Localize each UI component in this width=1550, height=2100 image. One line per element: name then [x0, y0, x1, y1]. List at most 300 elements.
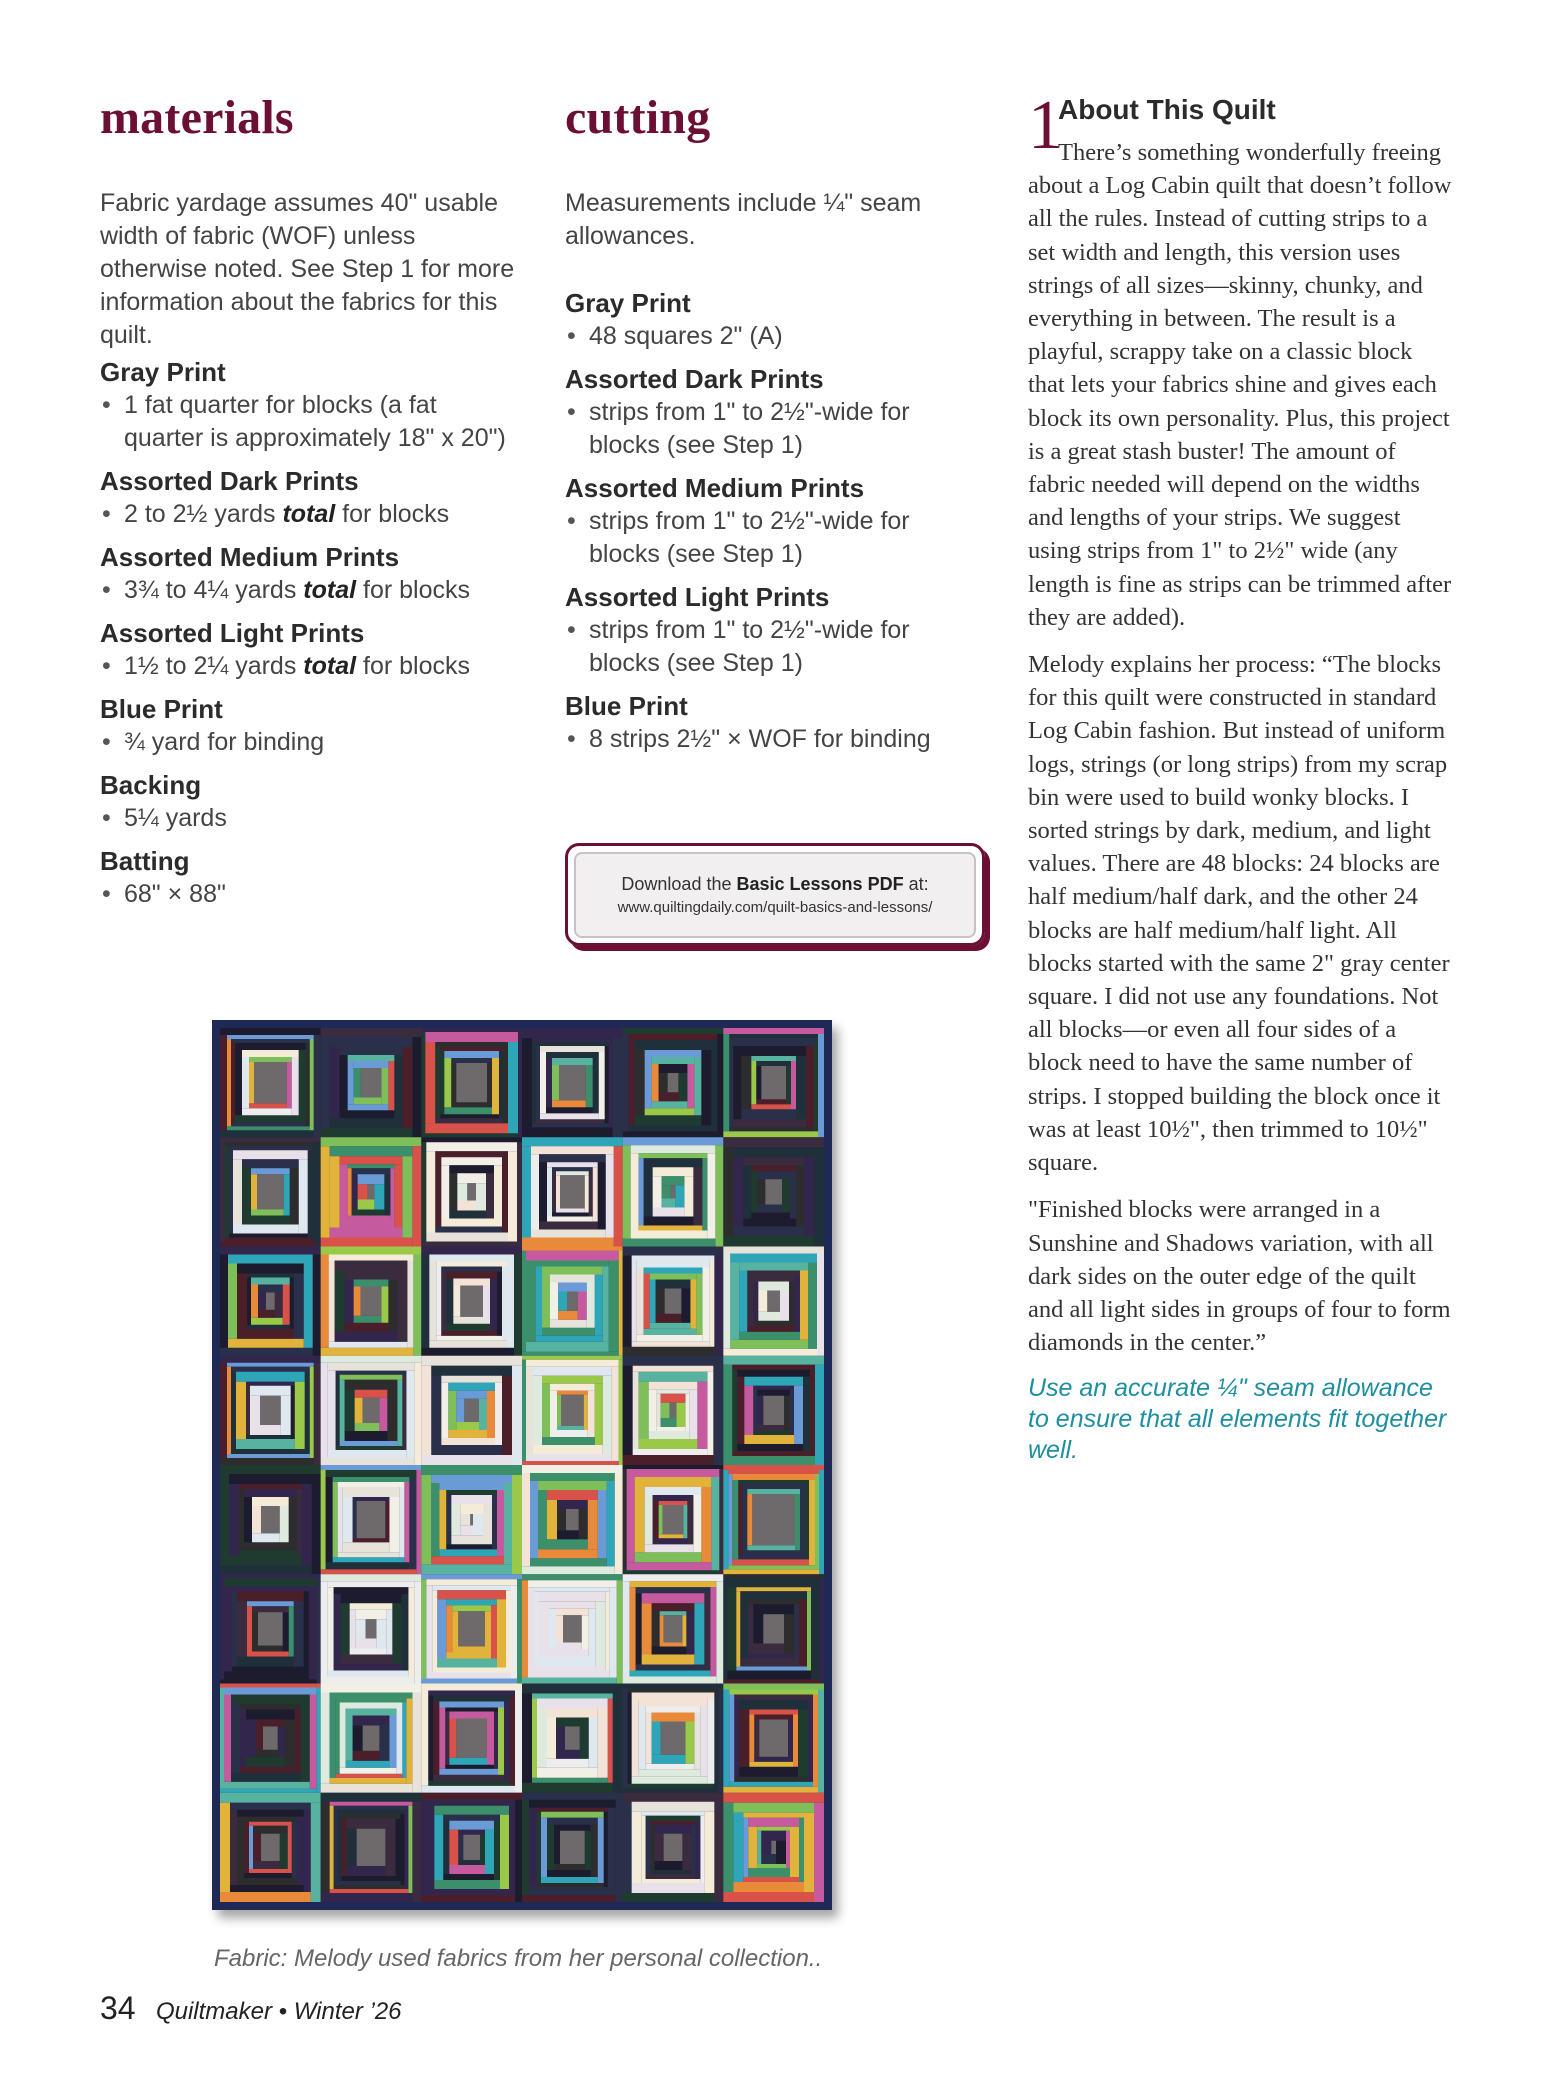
quilt-patch: [550, 1430, 588, 1437]
quilt-patch: [742, 1550, 800, 1555]
quilt-patch: [231, 1039, 310, 1043]
quilt-patch: [798, 1710, 808, 1777]
quilt-patch: [446, 1490, 497, 1495]
quilt-patch: [542, 1275, 550, 1328]
quilt-patch: [235, 1050, 242, 1115]
download-prefix: Download the: [621, 873, 732, 894]
quilt-patch: [444, 1051, 499, 1058]
quilt-patch: [522, 1137, 623, 1146]
quilt-patch: [514, 1255, 522, 1356]
quilt-patch: [458, 1835, 463, 1860]
quilt-patch: [252, 1506, 261, 1533]
quilt-patch: [729, 1127, 814, 1131]
quilt-patch: [260, 1396, 281, 1425]
quilt-patch: [547, 1162, 598, 1167]
quilt-patch: [557, 1395, 561, 1426]
quilt-patch: [333, 1557, 405, 1562]
quilt-patch: [786, 1066, 791, 1104]
quilt-patch: [236, 1382, 246, 1439]
quilt-patch: [743, 1157, 804, 1165]
quilt-patch: [487, 1719, 494, 1765]
quilt-patch: [627, 1469, 720, 1477]
quilt-patch: [389, 1716, 396, 1768]
download-callout: [565, 843, 985, 946]
quilt-patch: [336, 1699, 407, 1703]
quilt-patch: [723, 1147, 733, 1236]
quilt-patch: [342, 1819, 347, 1876]
quilt-patch: [623, 1145, 631, 1238]
cutting-group-dark: [565, 363, 985, 462]
quilt-patch: [444, 1058, 451, 1107]
quilt-patch: [554, 1831, 560, 1864]
quilt-patch: [552, 1065, 559, 1100]
quilt-patch: [280, 1506, 289, 1542]
quilt-patch: [623, 1366, 633, 1455]
about-paragraph: There’s something wonderfully freeing about a Log Cabin quilt that doesn’t follow all the rules. Instead of cutting strips to a set width and length, this version uses strings of all sizes—skinny, chunky, and everything in between. The result is a playful, scrappy take on a classic block that lets your fabrics shine and gives each block its own personality. Plus, this project is a great stash buster! The amount of fabric needed will depend on the widths and lengths of your strips. We suggest using strips from 1" to 2½" wide (any length is fine as strips can be trimmed after they are added).: [1028, 139, 1452, 631]
quilt-patch: [733, 1119, 806, 1127]
quilt-patch: [644, 1268, 703, 1274]
quilt-patch: [426, 1151, 435, 1232]
quilt-patch: [250, 1396, 260, 1425]
quilt-patch: [321, 1470, 326, 1569]
quilt-patch: [342, 1814, 401, 1819]
quilt-patch: [623, 1028, 724, 1034]
cutting-column: [565, 90, 985, 766]
quilt-patch: [358, 1184, 368, 1199]
quilt-patch: [336, 1375, 340, 1446]
quilt-patch: [348, 1104, 389, 1110]
cutting-intro: Measurements include ¼" seam allowances.: [565, 189, 922, 250]
quilt-patch: [258, 1293, 266, 1310]
quilt-patch: [623, 1802, 632, 1893]
quilt-patch: [753, 1277, 794, 1282]
quilt-patch: [723, 1456, 815, 1465]
quilt-patch: [220, 1574, 321, 1578]
quilt-patch: [623, 1465, 724, 1469]
cutting-group-light: [565, 581, 985, 680]
quilt-patch: [644, 1167, 653, 1216]
quilt-patch: [441, 1272, 446, 1331]
quilt-patch: [435, 1118, 503, 1123]
quilt-patch: [702, 1158, 707, 1230]
quilt-patch: [617, 1580, 623, 1683]
quilt-patch: [237, 1601, 247, 1656]
quilt-patch: [439, 1769, 498, 1775]
quilt-patch: [741, 1109, 796, 1119]
quilt-patch: [723, 1470, 728, 1569]
quilt-patch: [254, 1062, 287, 1103]
quilt-patch: [547, 1539, 588, 1549]
quilt-patch: [522, 1793, 623, 1800]
quilt-patch: [231, 1704, 240, 1773]
quilt-patch: [539, 1162, 547, 1221]
quilt-patch: [321, 1255, 329, 1348]
quilt-patch: [606, 1154, 614, 1237]
quilt-patch: [239, 1489, 244, 1550]
quilt-patch: [439, 1702, 504, 1708]
quilt-patch: [614, 1146, 623, 1246]
quilt-patch: [440, 1051, 444, 1114]
quilt-patch: [494, 1821, 500, 1880]
quilt-patch: [341, 1655, 393, 1664]
group-title: Assorted Light Prints: [565, 582, 830, 612]
quilt-patch: [661, 1418, 677, 1427]
quilt-patch: [476, 1183, 486, 1210]
quilt-patch: [561, 1395, 584, 1426]
quilt-patch: [408, 1587, 414, 1676]
quilt-patch: [794, 1386, 803, 1444]
quilt-patch: [635, 1477, 712, 1487]
quilt-patch: [729, 1695, 734, 1782]
quilt-patch: [348, 1061, 354, 1104]
quilt-patch: [352, 1174, 358, 1209]
quilt-patch: [297, 1817, 304, 1885]
quilt-patch: [387, 1390, 397, 1441]
quilt-patch: [730, 1340, 808, 1349]
quilt-patch: [546, 1058, 552, 1107]
quilt-patch: [247, 1601, 294, 1606]
quilt-patch: [225, 1238, 312, 1242]
quilt-patch: [632, 1693, 715, 1700]
quilt-patch: [650, 1323, 691, 1329]
quilt-patch: [757, 1425, 784, 1431]
quilt-patch: [239, 1550, 297, 1555]
quilt-patch: [256, 1727, 263, 1750]
quilt-patch: [656, 1280, 691, 1289]
quilt-patch: [230, 1803, 311, 1810]
quilt-patch: [757, 1171, 790, 1179]
quilt-patch: [646, 1764, 695, 1770]
quilt-patch: [492, 1495, 497, 1549]
quilt-patch: [224, 1672, 309, 1680]
quilt-patch: [404, 1482, 409, 1562]
download-pdf-name: Basic Lessons PDF: [736, 873, 904, 894]
quilt-patch: [815, 1365, 824, 1465]
quilt-patch: [229, 1555, 302, 1565]
quilt-patch: [399, 1487, 404, 1557]
quilt-patch: [328, 1671, 409, 1677]
quilt-patch: [460, 1286, 483, 1317]
quilt-patch: [335, 1271, 345, 1332]
quilt-patch: [517, 1142, 522, 1246]
emphasis: total: [303, 652, 357, 680]
quilt-patch: [429, 1341, 507, 1348]
quilt-patch: [522, 1352, 619, 1356]
quilt-patch: [653, 1176, 662, 1207]
quilt-patch: [502, 1157, 508, 1232]
quilt-patch: [257, 1174, 284, 1209]
quilt-patch: [480, 1835, 485, 1865]
quilt-patch: [379, 1398, 387, 1431]
quilt-patch: [522, 1238, 614, 1247]
quilt-patch: [297, 1489, 302, 1555]
about-title: About This Quilt: [1058, 94, 1276, 125]
quilt-patch: [763, 1614, 784, 1643]
quilt-patch: [237, 1657, 294, 1667]
quilt-patch: [662, 1176, 685, 1185]
quilt-patch: [632, 1777, 708, 1784]
quilt-patch: [552, 1167, 593, 1171]
quilt-patch: [537, 1699, 608, 1709]
quilt-patch: [389, 1497, 399, 1552]
quilt-patch: [559, 1065, 586, 1100]
quilt-patch: [714, 1256, 723, 1356]
quilt-patch: [753, 1431, 790, 1435]
quilt-patch: [784, 1614, 794, 1653]
quilt-patch: [328, 1587, 334, 1670]
quilt-patch: [530, 1473, 615, 1481]
quilt-patch: [657, 1427, 686, 1431]
quilt-patch: [312, 1146, 316, 1241]
step-number: 1: [1028, 87, 1063, 164]
quilt-patch: [341, 1603, 350, 1654]
quilt-patch: [440, 1047, 503, 1051]
emphasis: total: [282, 500, 336, 528]
quilt-patch: [334, 1594, 341, 1663]
quilt-patch: [623, 1131, 718, 1137]
quilt-patch: [345, 1380, 398, 1390]
quilt-patch: [421, 1137, 522, 1142]
quilt-patch: [728, 1474, 732, 1565]
quilt-patch: [253, 1834, 261, 1861]
quilt-patch: [431, 1556, 504, 1564]
quilt-patch: [646, 1713, 652, 1764]
quilt-patch: [652, 1101, 688, 1108]
quilt-patch: [220, 1892, 311, 1902]
quilt-patch: [445, 1765, 494, 1769]
quilt-patch: [220, 1035, 227, 1130]
quilt-patch: [400, 1814, 404, 1885]
quilt-patch: [723, 1365, 732, 1456]
quilt-patch: [671, 1185, 676, 1198]
quilt-patch: [321, 1802, 330, 1893]
quilt-patch: [330, 1118, 403, 1128]
quilt-patch: [340, 1703, 403, 1709]
quilt-patch: [535, 1591, 539, 1666]
quilt-patch: [526, 1251, 619, 1261]
quilt-patch: [421, 1028, 522, 1032]
quilt-patch: [353, 1538, 386, 1542]
quilt-patch: [256, 1720, 285, 1727]
quilt-patch: [582, 1615, 589, 1649]
quilt-patch: [522, 1895, 616, 1902]
quilt-patch: [508, 1042, 518, 1133]
materials-intro: Fabric yardage assumes 40" usable width of fabric (WOF) unless otherwise noted. See Step 1 for more information about the fabrics for this quilt.: [100, 189, 515, 349]
quilt-patch: [335, 1261, 408, 1271]
quilt-patch: [714, 1693, 718, 1788]
quilt-patch: [237, 1591, 304, 1601]
quilt-patch: [280, 1834, 288, 1869]
quilt-patch: [321, 1693, 330, 1784]
quilt-patch: [251, 1210, 284, 1216]
quilt-patch: [542, 1328, 595, 1336]
quilt-patch: [639, 1226, 703, 1231]
quilt-patch: [522, 1038, 532, 1127]
quilt-patch: [732, 1370, 737, 1451]
quilt-patch: [738, 1555, 805, 1559]
quilt-patch: [240, 1704, 301, 1710]
quilt-patch: [687, 1501, 693, 1544]
quilt-patch: [694, 1603, 704, 1664]
quilt-patch: [723, 1684, 824, 1690]
quilt-patch: [540, 1046, 605, 1052]
quilt-patch: [491, 1605, 497, 1658]
quilt-patch: [231, 1043, 235, 1122]
quilt-patch: [381, 1287, 388, 1323]
quilt-patch: [723, 1787, 818, 1793]
quilt-patch: [813, 1695, 818, 1787]
quilt-patch: [587, 1283, 595, 1328]
quilt-patch: [390, 1168, 394, 1219]
quilt-patch: [748, 1599, 799, 1604]
quilt-patch: [321, 1569, 417, 1574]
quilt-patch: [723, 1137, 824, 1147]
magazine-credit: Quiltmaker • Winter ’26: [155, 1998, 402, 2025]
quilt-patch: [704, 1812, 714, 1893]
quilt-patch: [233, 1225, 299, 1234]
quilt-patch: [734, 1700, 739, 1777]
quilt-patch: [560, 1175, 585, 1208]
quilt-patch: [753, 1282, 758, 1321]
quilt-patch: [522, 1684, 623, 1694]
quilt-patch: [676, 1403, 685, 1427]
quilt-patch: [451, 1102, 487, 1107]
quilt-patch: [460, 1514, 470, 1525]
quilt-patch: [645, 1544, 694, 1552]
quilt-patch: [751, 1061, 756, 1104]
quilt-patch: [502, 1267, 507, 1341]
quilt-patch: [498, 1708, 504, 1775]
quilt-patch: [470, 1514, 473, 1525]
quilt-patch: [632, 1802, 715, 1812]
quilt-patch: [747, 1277, 753, 1326]
quilt-patch: [586, 1065, 593, 1107]
group-title: Blue Print: [565, 691, 688, 721]
quilt-patch: [446, 1324, 490, 1331]
quilt-patch: [294, 1274, 304, 1339]
quilt-patch: [258, 1310, 275, 1318]
quilt-patch: [355, 1423, 380, 1431]
quilt-patch: [747, 1489, 800, 1494]
quilt-patch: [751, 1213, 790, 1219]
quilt-patch: [346, 1761, 390, 1768]
quilt-patch: [321, 1356, 422, 1363]
quilt-patch: [736, 1591, 740, 1666]
quilt-patch: [421, 1032, 425, 1133]
quilt-patch: [334, 1810, 338, 1885]
quilt-patch: [736, 1587, 811, 1591]
quilt-patch: [522, 1580, 528, 1677]
quilt-patch: [550, 1391, 557, 1430]
quilt-patch: [653, 1167, 694, 1176]
quilt-patch: [540, 1052, 546, 1113]
quilt-patch: [652, 1713, 695, 1722]
quilt-patch: [528, 1580, 617, 1587]
quilt-patch: [247, 1278, 251, 1325]
quilt-patch: [734, 1695, 813, 1700]
quilt-patch: [663, 1505, 684, 1534]
quilt-patch: [657, 1390, 690, 1394]
quilt-patch: [757, 1205, 782, 1213]
quilt-patch: [232, 1591, 237, 1666]
quilt-patch: [395, 1819, 400, 1881]
quilt-patch: [748, 1868, 790, 1877]
quilt-patch: [421, 1895, 515, 1902]
quilt-patch: [522, 1574, 623, 1580]
quilt-patch: [607, 1481, 615, 1566]
quilt-patch: [220, 1680, 317, 1684]
quilt-patch: [687, 1064, 694, 1108]
quilt-patch: [220, 1028, 321, 1035]
quilt-patch: [723, 1028, 824, 1034]
quilt-patch: [657, 1394, 661, 1427]
quilt-patch: [753, 1386, 794, 1390]
quilt-patch: [727, 1587, 736, 1670]
quilt-patch: [283, 1285, 290, 1325]
quilt-patch: [526, 1360, 619, 1367]
quilt-patch: [426, 1233, 508, 1242]
quilt-patch: [330, 1228, 403, 1238]
quilt-patch: [814, 1038, 818, 1131]
quilt-patch: [458, 1830, 485, 1835]
quilt-patch: [426, 1142, 517, 1151]
quilt-patch: [598, 1818, 604, 1883]
quilt-patch: [240, 1710, 246, 1767]
quilt-patch: [220, 1465, 321, 1474]
quilt-patch: [729, 1690, 818, 1695]
quilt-patch: [502, 1376, 512, 1455]
quilt-patch: [330, 1778, 407, 1784]
quilt-patch: [512, 1475, 522, 1574]
quilt-patch: [421, 1242, 517, 1247]
quilt-patch: [467, 1183, 476, 1200]
quilt-patch: [340, 1709, 346, 1768]
quilt-patch: [522, 1678, 617, 1684]
quilt-patch: [434, 1806, 509, 1815]
quilt-patch: [723, 1254, 730, 1349]
quilt-patch: [473, 1514, 483, 1535]
page-footer: [100, 1990, 402, 2027]
quilt-patch: [289, 1606, 294, 1656]
quilt-patch: [330, 1806, 334, 1889]
quilt-patch: [685, 1722, 694, 1764]
quilt-patch: [350, 1603, 393, 1609]
quilt-patch: [346, 1716, 353, 1761]
quilt-patch: [302, 1484, 312, 1565]
quilt-patch: [428, 1806, 434, 1889]
quilt-patch: [685, 1394, 689, 1431]
cutting-group-medium: [565, 472, 985, 571]
quilt-patch: [358, 1200, 375, 1210]
quilt-patch: [227, 1126, 310, 1130]
quilt-patch: [723, 1237, 814, 1247]
quilt-patch: [546, 1052, 599, 1058]
quilt-patch: [246, 1435, 291, 1439]
quilt-patch: [642, 1593, 705, 1603]
quilt-patch: [591, 1825, 598, 1877]
quilt-patch: [686, 1611, 694, 1654]
quilt-patch: [483, 1286, 490, 1324]
quilt-patch: [631, 1231, 708, 1239]
download-url-link[interactable]: www.quiltingdaily.com/quilt-basics-and-lessons/: [617, 898, 933, 916]
quilt-patch: [244, 1822, 249, 1873]
quilt-patch: [661, 1722, 686, 1755]
quilt-patch: [425, 1123, 508, 1133]
quilt-patch: [345, 1271, 398, 1280]
quilt-patch: [388, 1061, 394, 1110]
quilt-patch: [229, 1474, 312, 1484]
quilt-patch: [441, 1376, 502, 1383]
